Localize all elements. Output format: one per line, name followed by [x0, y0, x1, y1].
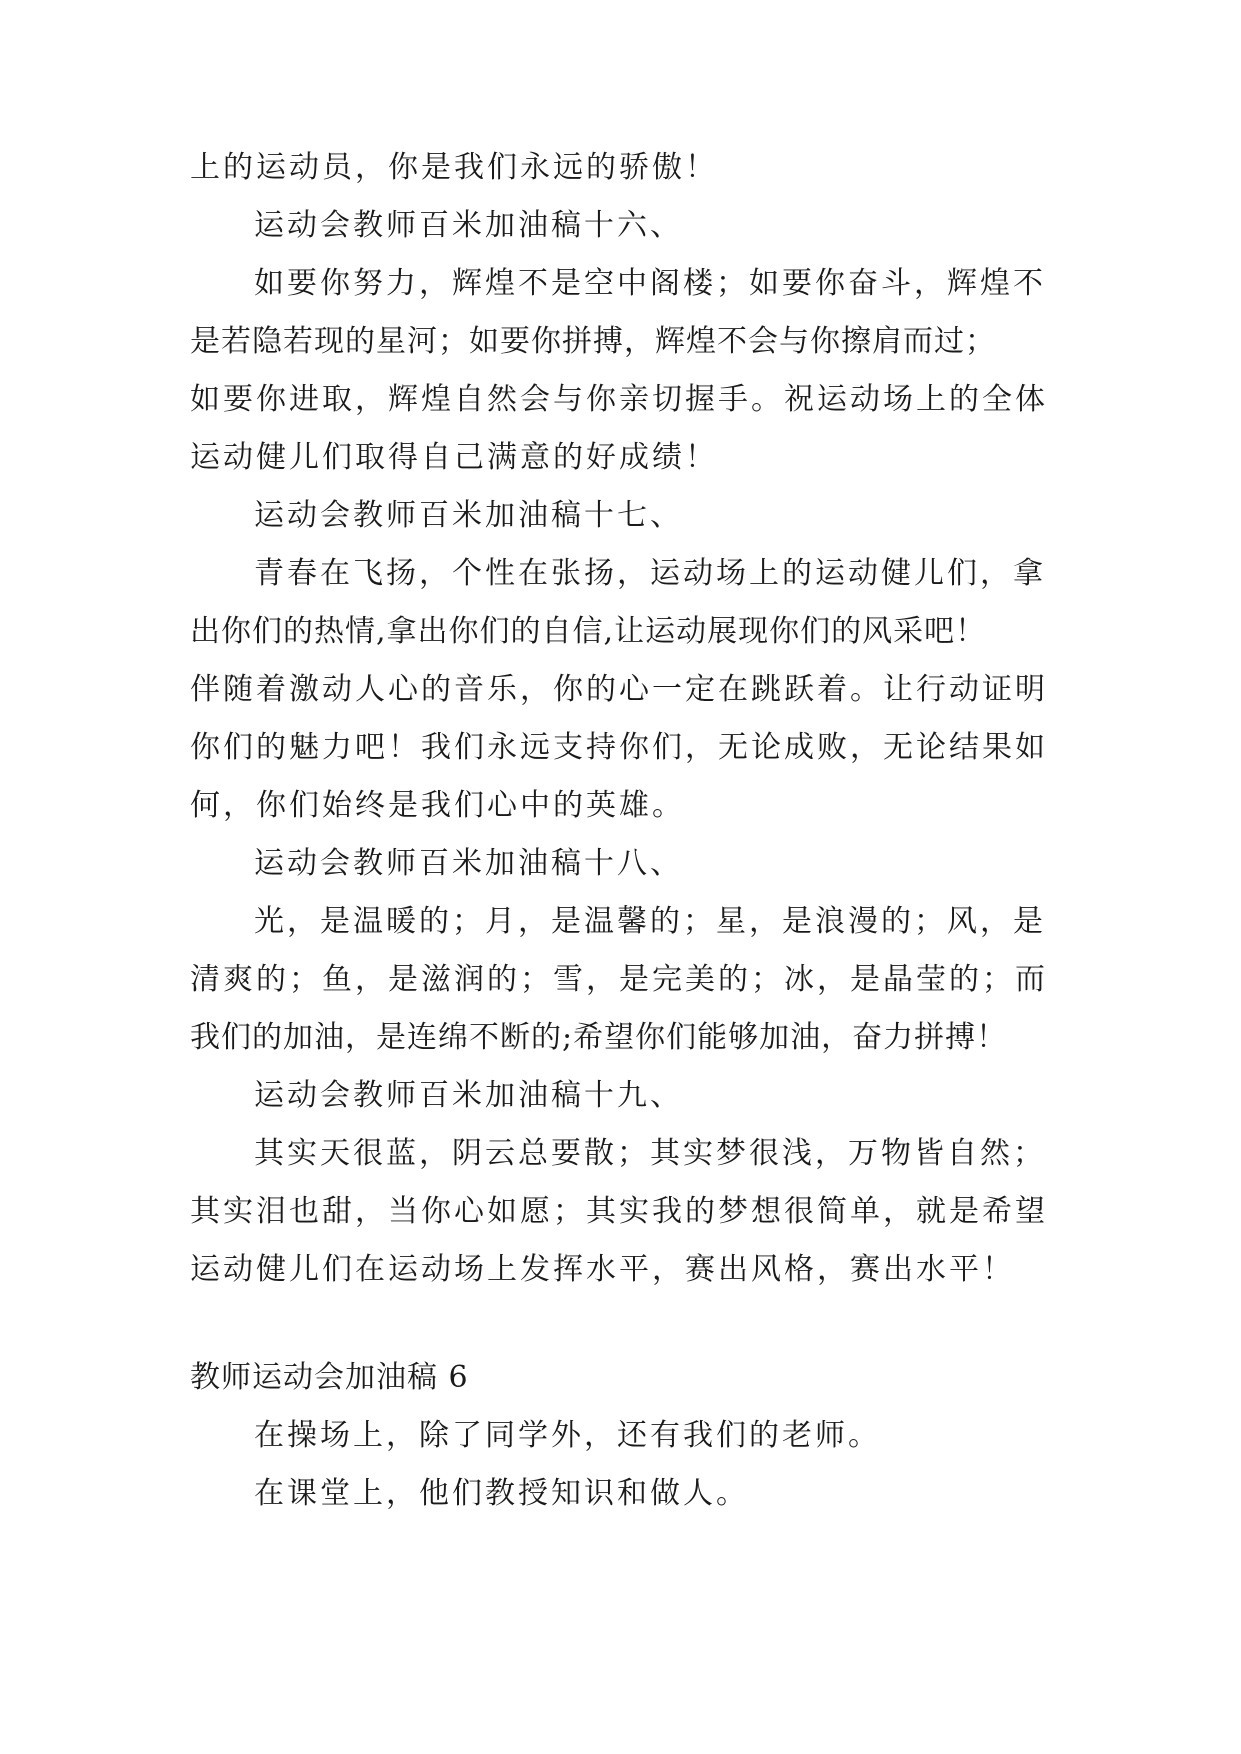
document-heading: 教师运动会加油稿 6	[190, 1360, 469, 1395]
paragraph-line: 其实天很蓝，阴云总要散；其实梦很浅，万物皆自然；	[254, 1136, 1046, 1171]
paragraph-line: 是若隐若现的星河；如要你拼搏，辉煌不会与你擦肩而过；	[190, 324, 996, 359]
paragraph-line: 运动健儿们取得自己满意的好成绩！	[190, 440, 718, 475]
paragraph-line: 其实泪也甜，当你心如愿；其实我的梦想很简单，就是希望	[190, 1194, 1048, 1229]
paragraph-line: 上的运动员，你是我们永远的骄傲！	[190, 150, 718, 185]
paragraph-line: 青春在飞扬，个性在张扬，运动场上的运动健儿们，拿	[254, 556, 1046, 591]
section-heading: 运动会教师百米加油稿十七、	[254, 498, 683, 533]
paragraph-line: 如要你努力，辉煌不是空中阁楼；如要你奋斗，辉煌不	[254, 266, 1046, 301]
paragraph-line: 在操场上，除了同学外，还有我们的老师。	[254, 1418, 881, 1453]
paragraph-line: 光，是温暖的；月，是温馨的；星，是浪漫的；风，是	[254, 904, 1046, 939]
paragraph-line: 出你们的热情,拿出你们的自信,让运动展现你们的风采吧！	[190, 614, 987, 649]
paragraph-line: 如要你进取，辉煌自然会与你亲切握手。祝运动场上的全体	[190, 382, 1048, 417]
paragraph-line: 我们的加油，是连绵不断的;希望你们能够加油，奋力拼搏！	[190, 1020, 1008, 1055]
paragraph-line: 你们的魅力吧！我们永远支持你们，无论成败，无论结果如	[190, 730, 1048, 765]
paragraph-line: 在课堂上，他们教授知识和做人。	[254, 1476, 749, 1511]
section-heading: 运动会教师百米加油稿十九、	[254, 1078, 683, 1113]
paragraph-line: 清爽的；鱼，是滋润的；雪，是完美的；冰，是晶莹的；而	[190, 962, 1048, 997]
paragraph-line: 伴随着激动人心的音乐，你的心一定在跳跃着。让行动证明	[190, 672, 1048, 707]
paragraph-line: 运动健儿们在运动场上发挥水平，赛出风格，赛出水平！	[190, 1252, 1015, 1287]
section-heading: 运动会教师百米加油稿十八、	[254, 846, 683, 881]
section-heading: 运动会教师百米加油稿十六、	[254, 208, 683, 243]
paragraph-line: 何，你们始终是我们心中的英雄。	[190, 788, 685, 823]
